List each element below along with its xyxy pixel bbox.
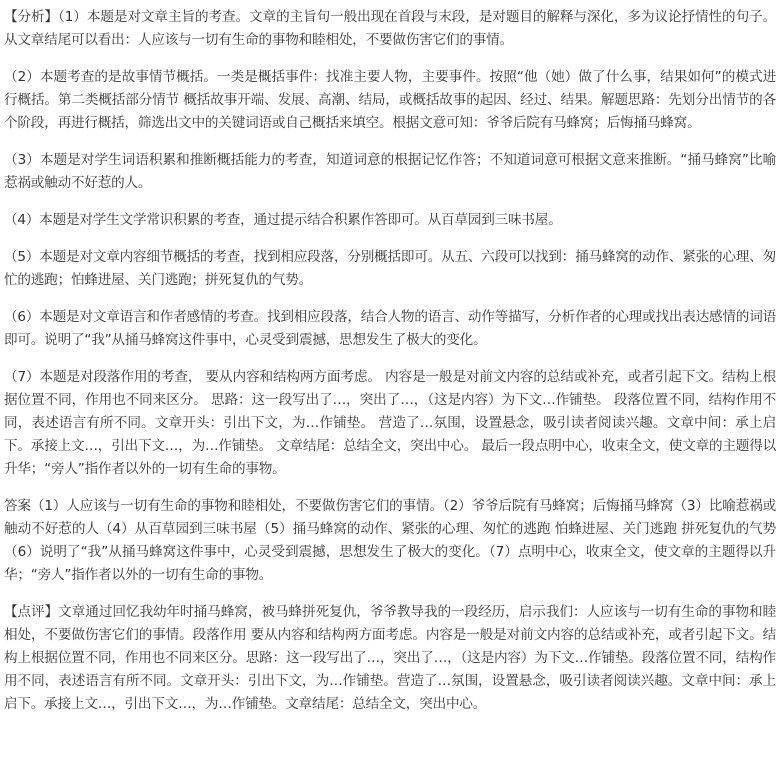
analysis-paragraph-6: （6）本题是对文章语言和作者感情的考查。找到相应段落，结合人物的语言、动作等描写，分析作者的心理或找出表达感情的词语即可。说明了“我”从捅马蜂窝这件事中，心灵受到震撼，思想发生了极大的变化。 (4, 309, 776, 348)
analysis-paragraph-4: （4）本题是对学生文学常识积累的考查，通过提示结合积累作答即可。从百草园到三味书屋。 (4, 212, 562, 228)
analysis-paragraph-3: （3）本题是对学生词语积累和推断概括能力的考查，知道词意的根据记忆作答；不知道词意可根据文意来推断。“捅马蜂窝”比喻惹祸或触动不好惹的人。 (4, 152, 776, 191)
analysis-paragraph-5: （5）本题是对文章内容细节概括的考查，找到相应段落，分别概括即可。从五、六段可以找到：捅马蜂窝的动作、紧张的心理、匆忙的逃跑；怕蜂进屋、关门逃跑；拼死复仇的气势。 (4, 249, 776, 288)
analysis-paragraph-7: （7）本题是对段落作用的考查， 要从内容和结构两方面考虑。 内容是一般是对前文内容的总结或补充，或者引起下文。结构上根据位置不同，作用也不同来区分。 思路：这一段写出了…，突出了…，（这是内容）为下文…作铺垫。 段落位置不同，结构作用不同，表述语言有所不同。文章开头：引出下文，为…作铺垫。 营造了…氛围，设置悬念，吸引读者阅读兴趣。文章中间：承上启下。承接上文…，引出下文…，为…作铺垫。 文章结尾：总结全文，突出中心。 最后一段点明中心，收束全文，使文章的主题得以升华；“旁人”指作者以外的一切有生命的事物。 (4, 369, 776, 477)
analysis-paragraph-1: 【分析】（1）本题是对文章主旨的考查。文章的主旨句一般出现在首段与末段，是对题目的解释与深化，多为议论抒情性的句子。从文章结尾可以看出：人应该与一切有生命的事物和睦相处，不要做伤害它们的事情。 (4, 9, 776, 48)
analysis-paragraph-2: （2）本题考查的是故事情节概括。一类是概括事件：找准主要人物，主要事件。按照“他（她）做了什么事，结果如何”的模式进行概括。第二类概括部分情节 概括故事开端、发展、高潮、结局，或概括故事的起因、经过、结果。解题思路：先划分出情节的各个阶段，再进行概括，筛选出文中的关键词语或自己概括来填空。根据文意可知：爷爷后院有马蜂窝；后悔捅马蜂窝。 (4, 69, 776, 131)
comment-paragraph: 【点评】文章通过回忆我幼年时捅马蜂窝，被马蜂拼死复仇，爷爷教导我的一段经历，启示我们：人应该与一切有生命的事物和睦相处，不要做伤害它们的事情。段落作用 要从内容和结构两方面考虑。内容是一般是对前文内容的总结或补充，或者引起下文。结构上根据位置不同，作用也不同来区分。思路：这一段写出了…，突出了…，（这是内容）为下文…作铺垫。段落位置不同，结构作用不同，表述语言有所不同。文章开头：引出下文，为…作铺垫。营造了…氛围，设置悬念，吸引读者阅读兴趣。文章中间：承上启下。承接上文…，引出下文…，为…作铺垫。文章结尾：总结全文，突出中心。 (4, 604, 776, 712)
answer-paragraph: 答案（1）人应该与一切有生命的事物和睦相处，不要做伤害它们的事情。（2）爷爷后院有马蜂窝；后悔捅马蜂窝（3）比喻惹祸或触动不好惹的人（4）从百草园到三味书屋（5）捅马蜂窝的动作、紧张的心理、匆忙的逃跑 怕蜂进屋、关门逃跑 拼死复仇的气势（6）说明了“我”从捅马蜂窝这件事中，心灵受到震撼，思想发生了极大的变化。（7）点明中心，收束全文，使文章的主题得以升华；“旁人”指作者以外的一切有生命的事物。 (4, 498, 776, 583)
